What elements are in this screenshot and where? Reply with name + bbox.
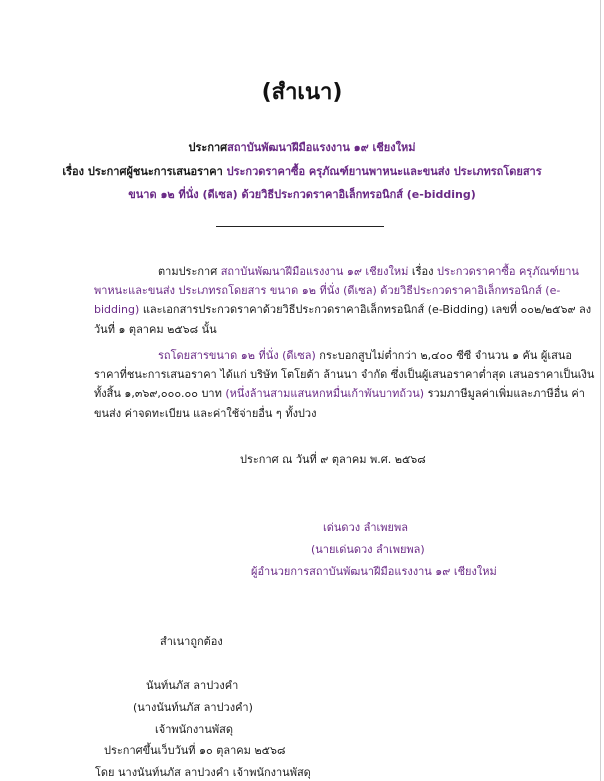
signature-name: เด่นดวง ลำเพยพล [323, 521, 408, 534]
body-text: กระบอกสูบไม่ต่ำกว่า ๒,๔๐๐ ซีซี จำนวน ๑ คัน ผู้เสนอ [319, 349, 572, 362]
body-text: รวมภาษีมูลค่าเพิ่มและภาษีอื่น ค่า [427, 387, 585, 400]
posted-by: โดย นางนันท์นภัส ลาปวงคำ เจ้าพนักงานพัสดุ [95, 766, 311, 779]
announce-date: ประกาศ ณ วันที่ ๙ ตุลาคม พ.ศ. ๒๕๖๘ [240, 453, 426, 466]
body-text: เรื่อง [411, 265, 434, 278]
body-p2-line-2: ราคาที่ชนะการเสนอราคา ได้แก่ บริษัท โตโยต้า ล้านนา จำกัด ซึ่งเป็นผู้เสนอราคาต่ำสุด เสนอราคาเป็นเงิน [94, 368, 595, 381]
body-agency: สถาบันพัฒนาฝีมือแรงงาน ๑๙ เชียงใหม่ [220, 265, 409, 278]
header-subject-prefix: เรื่อง ประกาศผู้ชนะการเสนอราคา [62, 165, 223, 178]
body-p1-line-2: พาหนะและขนส่ง ประเภทรถโดยสาร ขนาด ๑๒ ที่นั่ง (ดีเซล) ด้วยวิธีประกวดราคาอิเล็กทรอนิกส์ (e- [94, 284, 561, 297]
signature-position: ผู้อำนวยการสถาบันพัฒนาฝีมือแรงงาน ๑๙ เชียงใหม่ [251, 565, 497, 578]
certified-position: เจ้าพนักงานพัสดุ [155, 723, 233, 736]
body-p1-line-3 [94, 300, 591, 318]
body-p2-line-3 [94, 384, 585, 402]
body-p2-line-1 [158, 346, 572, 364]
body-p1-line-4: วันที่ ๑ ตุลาคม ๒๕๖๘ นั้น [94, 323, 217, 336]
body-amount-text: (หนึ่งล้านสามแสนหกหมื่นเก้าพันบาทถ้วน) [225, 387, 425, 400]
certified-label: สำเนาถูกต้อง [160, 635, 223, 648]
posted-date: ประกาศขึ้นเว็บวันที่ ๑๐ ตุลาคม ๒๕๖๘ [104, 744, 286, 757]
header-line-1 [0, 138, 604, 156]
header-line-1-prefix: ประกาศ [188, 141, 228, 154]
body-subject: ประกวดราคาซื้อ ครุภัณฑ์ยาน [436, 265, 579, 278]
certified-full-name: (นางนันท์นภัส ลาปวงคำ) [133, 701, 253, 714]
signature-full-name: (นายเด่นดวง ลำเพยพล) [311, 543, 425, 556]
body-text: ตามประกาศ [158, 265, 218, 278]
body-p1-line-1 [158, 262, 579, 280]
body-item: รถโดยสารขนาด ๑๒ ที่นั่ง (ดีเซล) [158, 349, 316, 362]
header-subject: ประกวดราคาซื้อ ครุภัณฑ์ยานพาหนะและขนส่ง ประเภทรถโดยสาร [226, 165, 542, 178]
header-line-2 [0, 162, 604, 180]
body-text: และเอกสารประกวดราคาด้วยวิธีประกวดราคาอิเล็กทรอนิกส์ (e-Bidding) เลขที่ ๐๐๒/๒๕๖๙ ลง [142, 303, 592, 316]
document-title: (สำเนา) [261, 80, 343, 105]
body-subject: bidding) [94, 303, 140, 316]
divider [216, 226, 384, 227]
certified-name: นันท์นภัส ลาปวงคำ [146, 679, 239, 692]
body-amount: ทั้งสิ้น ๑,๓๖๙,๐๐๐.๐๐ บาท [94, 387, 222, 400]
header-agency: สถาบันพัฒนาฝีมือแรงงาน ๑๙ เชียงใหม่ [227, 141, 416, 154]
body-p2-line-4: ขนส่ง ค่าจดทะเบียน และค่าใช้จ่ายอื่น ๆ ทั้งปวง [94, 407, 317, 420]
header-line-3: ขนาด ๑๒ ที่นั่ง (ดีเซล) ด้วยวิธีประกวดราคาอิเล็กทรอนิกส์ (e-bidding) [128, 188, 476, 201]
